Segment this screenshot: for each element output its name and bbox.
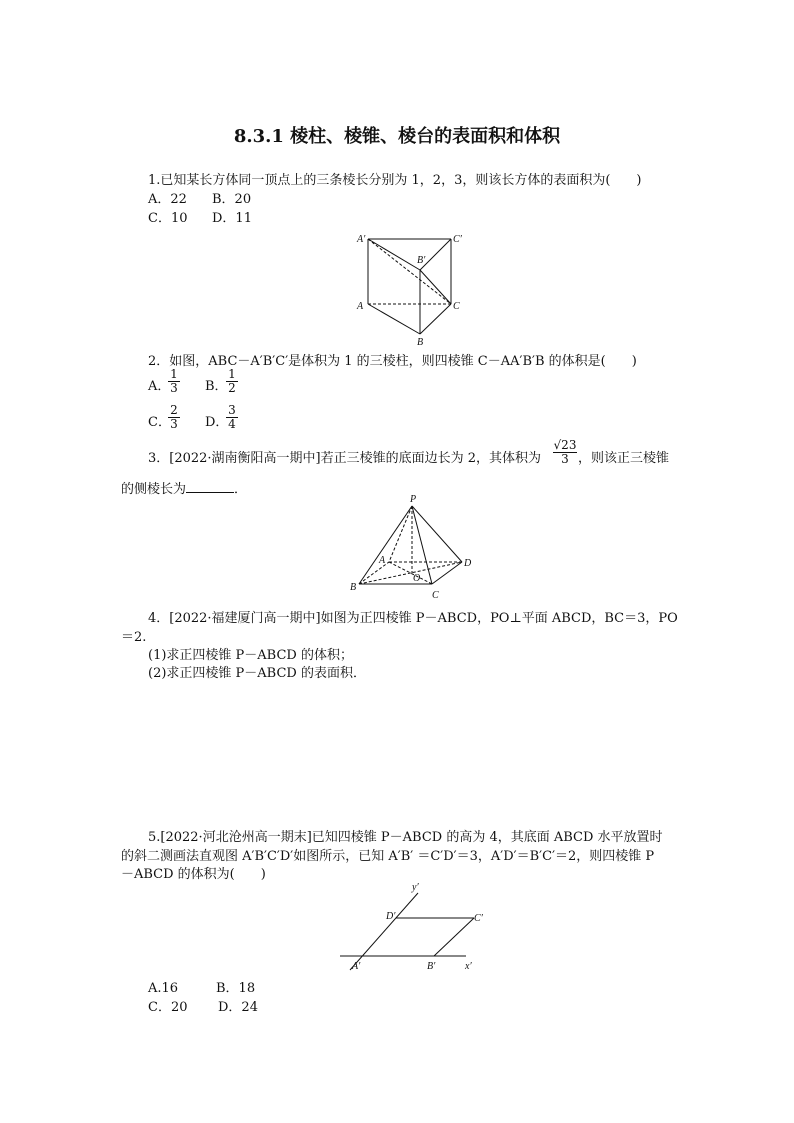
q2-stem: 2．如图，ABC－A′B′C′是体积为 1 的三棱柱，则四棱锥 C－AA′B′B 的体积是( ): [148, 354, 637, 369]
label-O: O: [413, 573, 421, 584]
label-x-axis: x′: [465, 961, 472, 972]
q2-option-b-denominator: 2: [226, 381, 238, 395]
q2-option-a-fraction: [168, 368, 180, 395]
label-A: A: [379, 555, 386, 566]
q1-option-c: C．10: [148, 211, 188, 226]
q5-stem-line3: －ABCD 的体积为( ): [121, 867, 266, 882]
q2-option-a-denominator: 3: [168, 381, 180, 395]
q4-sub1: (1)求正四棱锥 P－ABCD 的体积；: [148, 648, 353, 663]
q3-line2-end: ．: [234, 482, 248, 497]
label-D: D: [464, 558, 472, 569]
q5-option-c: C．20: [148, 1000, 188, 1015]
q2-option-c-label: C．: [148, 415, 171, 430]
q3-stem-part1: 3．[2022·湖南衡阳高一期中]若正三棱锥的底面边长为 2，其体积为: [148, 451, 542, 466]
q4-stem-line2: ＝2.: [121, 630, 147, 645]
q2-option-d-label: D．: [205, 415, 229, 430]
q1-option-a: A．22: [148, 192, 187, 207]
label-C1: C′: [474, 913, 483, 924]
oblique-axes-figure: [336, 880, 486, 975]
label-A: A: [357, 301, 364, 312]
q5-stem-line2: 的斜二测画法直观图 A′B′C′D′如图所示，已知 A′B′ ＝C′D′＝3，A′D′＝B′C′＝2，则四棱锥 P: [121, 849, 655, 864]
q3-line2: [121, 480, 247, 498]
q1-stem: 1.已知某长方体同一顶点上的三条棱长分别为 1，2，3，则该长方体的表面积为( ): [148, 173, 642, 188]
q2-option-b-numerator: 1: [228, 367, 236, 381]
label-D1: D′: [386, 911, 396, 922]
label-C1: C′: [453, 234, 462, 245]
q3-answer-blank: [186, 480, 234, 493]
label-C: C: [453, 301, 460, 312]
q2-option-d-fraction: [226, 404, 238, 431]
q1-option-d: D．11: [212, 211, 252, 226]
q2-option-c-fraction: [168, 404, 180, 431]
q1-option-b: B．20: [212, 192, 252, 207]
page-title: 8.3.1 棱柱、棱锥、棱台的表面积和体积: [233, 126, 561, 147]
q3-line2-text: 的侧棱长为: [121, 482, 187, 497]
q2-option-b-label: B．: [205, 379, 228, 394]
q5-option-d: D．24: [218, 1000, 258, 1015]
q2-option-d-numerator: 3: [228, 403, 236, 417]
q3-volume-denominator: 3: [553, 452, 577, 466]
label-B1: B′: [417, 255, 426, 266]
q2-option-a-label: A．: [148, 379, 171, 394]
label-A1: A′: [357, 234, 366, 245]
q4-sub2: (2)求正四棱锥 P－ABCD 的表面积．: [148, 666, 366, 681]
q2-option-a-numerator: 1: [170, 367, 178, 381]
label-B: B: [350, 582, 357, 593]
q5-stem-line1: 5.[2022·河北沧州高一期末]已知四棱锥 P－ABCD 的高为 4，其底面 ABCD 水平放置时: [148, 830, 663, 845]
q4-stem-line1: 4．[2022·福建厦门高一期中]如图为正四棱锥 P－ABCD，PO⊥平面 ABCD，BC＝3，PO: [148, 611, 678, 626]
prism-figure: [340, 228, 480, 353]
label-B: B: [417, 337, 424, 348]
label-y-axis: y′: [412, 882, 419, 893]
q5-option-b: B．18: [216, 981, 256, 996]
q2-option-c-numerator: 2: [170, 403, 178, 417]
q2-option-d-denominator: 4: [226, 417, 238, 431]
q2-option-c-denominator: 3: [168, 417, 180, 431]
q3-volume-fraction: [553, 439, 577, 466]
q3-stem-part2: ，则该正三棱锥: [578, 451, 670, 466]
q3-volume-numerator: √23: [553, 438, 577, 452]
label-C: C: [432, 590, 439, 601]
pyramid-figure: [340, 492, 480, 607]
q2-option-b-fraction: [226, 368, 238, 395]
label-B1: B′: [427, 961, 436, 972]
label-A1: A′: [352, 961, 361, 972]
q5-option-a: A.16: [148, 981, 179, 996]
label-P: P: [410, 494, 417, 505]
